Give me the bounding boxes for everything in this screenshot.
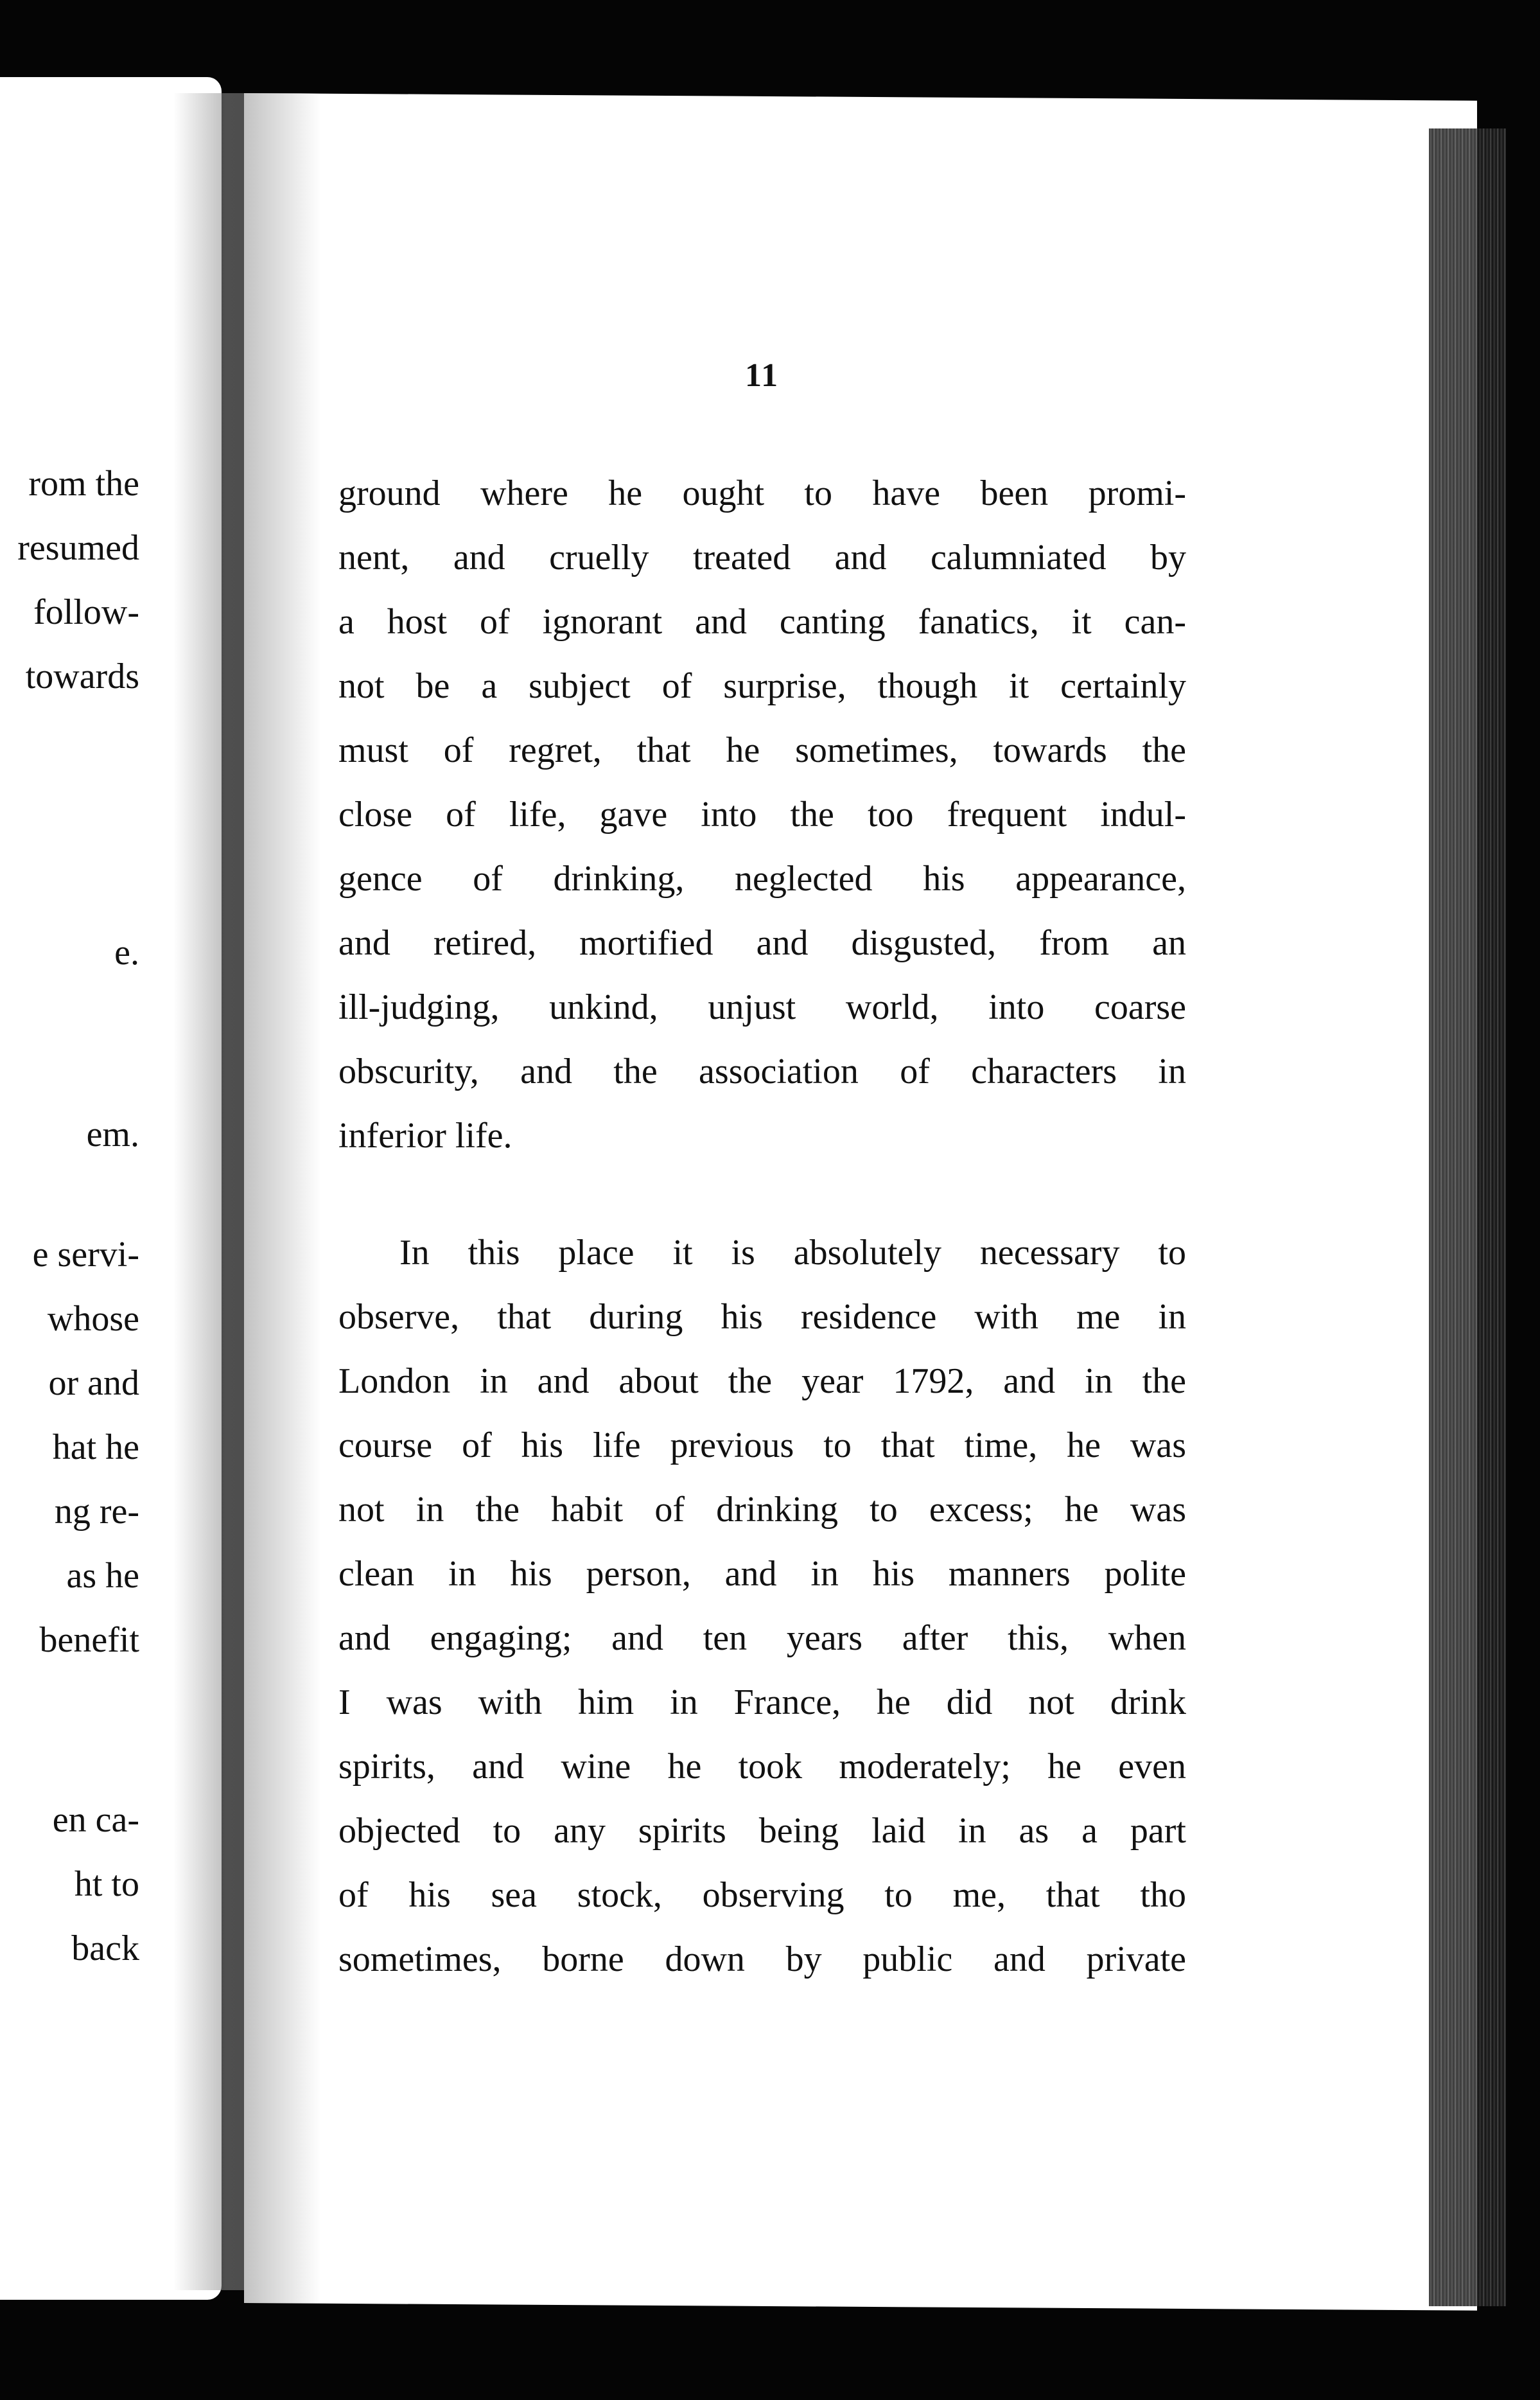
left-line: ht to bbox=[74, 1864, 139, 1904]
text-line: obscurity, and the association of characters in bbox=[338, 1052, 1186, 1091]
left-line: towards bbox=[25, 657, 139, 696]
left-line: follow- bbox=[33, 592, 139, 632]
text-line: sometimes, borne down by public and private bbox=[338, 1939, 1186, 1979]
left-line: ng re- bbox=[54, 1492, 139, 1531]
left-line: en ca- bbox=[52, 1800, 139, 1840]
text-line: and retired, mortified and disgusted, from an bbox=[338, 923, 1186, 963]
text-line: close of life, gave into the too frequent indul- bbox=[338, 795, 1186, 834]
text-line: ill-judging, unkind, unjust world, into coarse bbox=[338, 987, 1186, 1027]
text-line: gence of drinking, neglected his appearance, bbox=[338, 859, 1186, 899]
text-line: a host of ignorant and canting fanatics, it can- bbox=[338, 602, 1186, 642]
left-line: hat he bbox=[52, 1427, 139, 1467]
paragraph-gap bbox=[338, 1168, 1186, 1221]
text-line: observe, that during his residence with me in bbox=[338, 1297, 1186, 1337]
text-line: ground where he ought to have been promi- bbox=[338, 473, 1186, 513]
spine-shadow bbox=[244, 93, 321, 2303]
page-number: 11 bbox=[745, 357, 780, 394]
text-line: London in and about the year 1792, and in the bbox=[338, 1361, 1186, 1401]
text-line: In this place it is absolutely necessary to bbox=[399, 1233, 1186, 1273]
text-line: I was with him in France, he did not drink bbox=[338, 1682, 1186, 1722]
left-line: as he bbox=[66, 1556, 139, 1596]
left-line: or and bbox=[48, 1363, 139, 1403]
text-line: and engaging; and ten years after this, when bbox=[338, 1618, 1186, 1658]
text-line: must of regret, that he sometimes, towards the bbox=[338, 730, 1186, 770]
paragraph-2 bbox=[338, 1221, 1186, 1991]
text-line: course of his life previous to that time, he was bbox=[338, 1425, 1186, 1465]
text-line: clean in his person, and in his manners polite bbox=[338, 1554, 1186, 1594]
left-line: benefit bbox=[39, 1620, 139, 1660]
text-line: objected to any spirits being laid in as a part bbox=[338, 1811, 1186, 1851]
text-line: not be a subject of surprise, though it certainly bbox=[338, 666, 1186, 706]
left-line: rom the bbox=[28, 464, 139, 504]
text-line: of his sea stock, observing to me, that tho bbox=[338, 1875, 1186, 1915]
text-line: inferior life. bbox=[338, 1116, 512, 1156]
paragraph-1 bbox=[338, 461, 1186, 1168]
left-line: back bbox=[71, 1928, 139, 1968]
left-line: e. bbox=[114, 933, 139, 973]
left-line: whose bbox=[47, 1299, 139, 1339]
text-line: spirits, and wine he took moderately; he even bbox=[338, 1747, 1186, 1787]
page-edges bbox=[1429, 128, 1506, 2306]
left-line: resumed bbox=[17, 528, 139, 568]
left-line: em. bbox=[86, 1115, 139, 1154]
left-line: e servi- bbox=[32, 1235, 139, 1275]
text-line: nent, and cruelly treated and calumniated by bbox=[338, 538, 1186, 578]
page-body-text bbox=[338, 461, 1186, 1991]
text-line: not in the habit of drinking to excess; he was bbox=[338, 1490, 1186, 1530]
